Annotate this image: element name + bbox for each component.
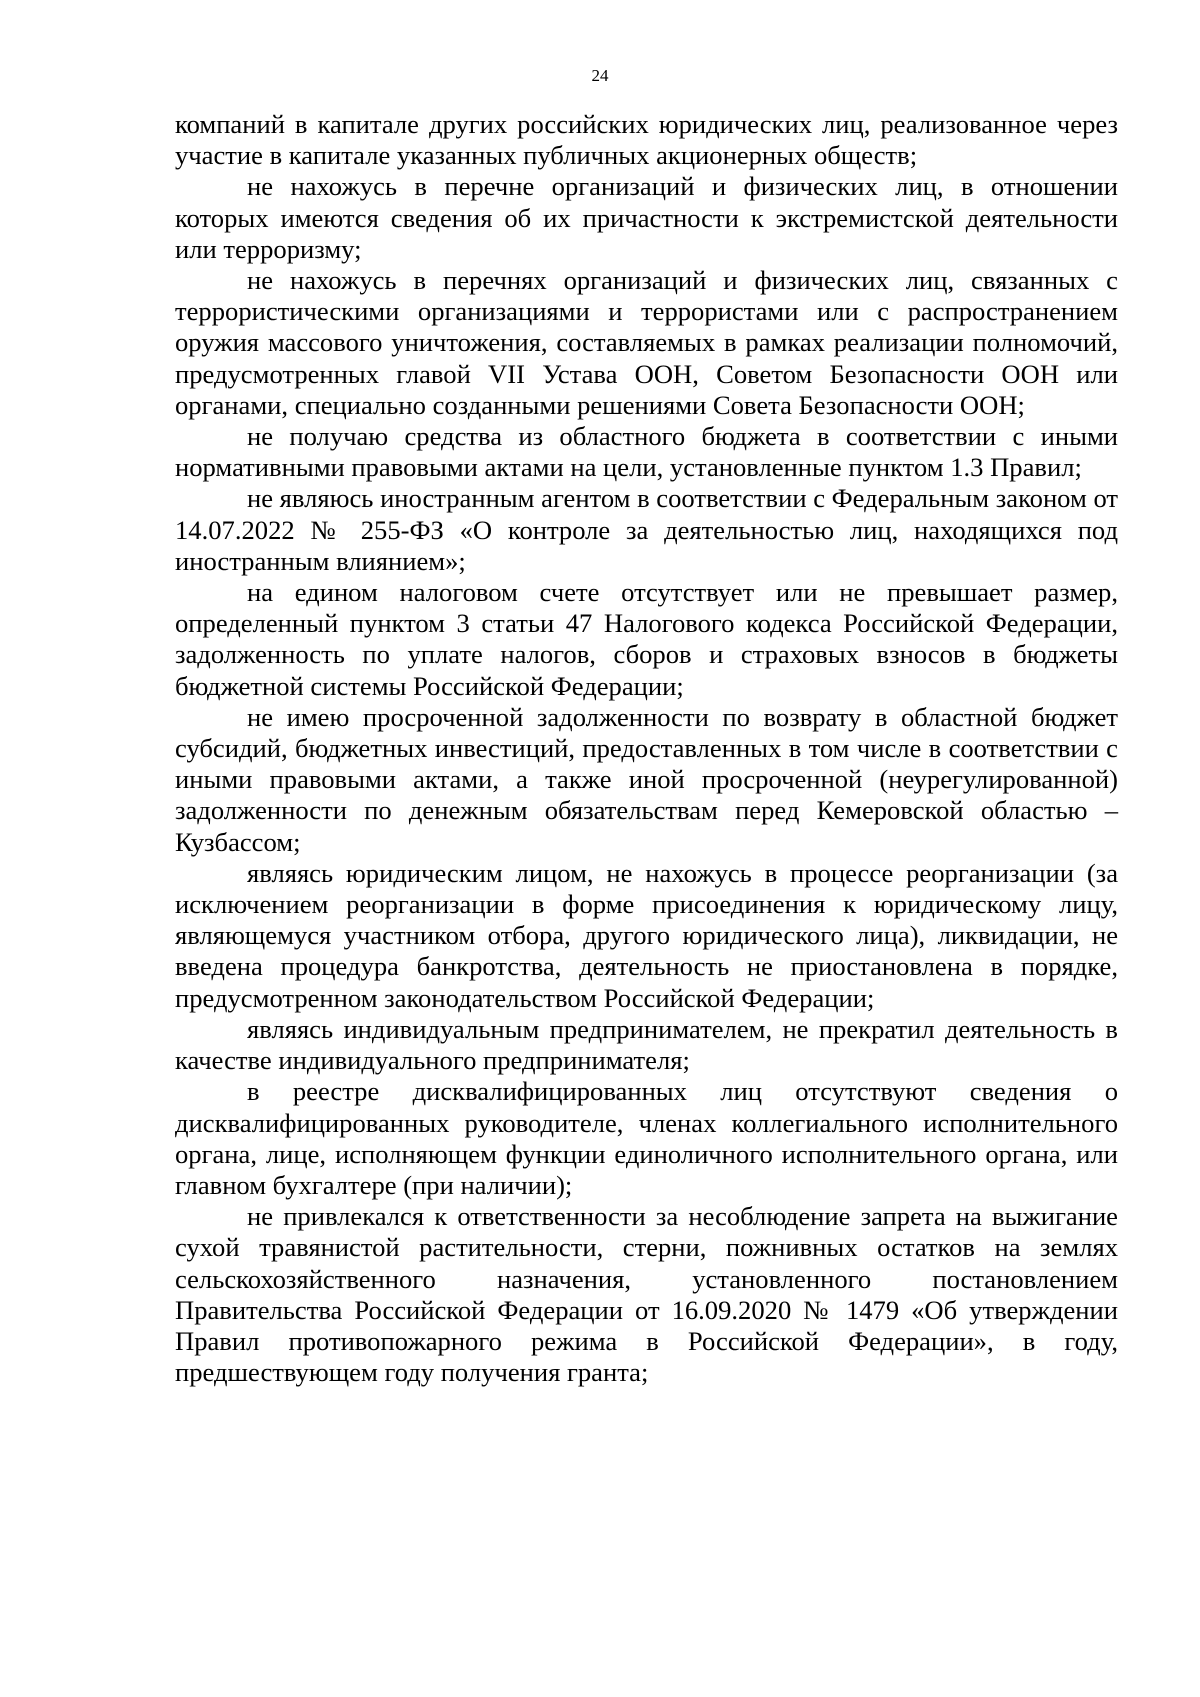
paragraph-disqualified-registry: в реестре дисквалифицированных лиц отсутствуют сведения о дисквалифицированных руководителе, членах коллегиального исполнительного органа, лице, исполняющем функции единоличного исполнительного органа, или главном бухгалтере (при наличии); — [175, 1076, 1118, 1200]
paragraph-fire-regulations: не привлекался к ответственности за несоблюдение запрета на выжигание сухой травянистой растительности, стерни, пожнивных остатков на землях сельскохозяйственного назначения, установленного постановлением Правительства Российской Федерации от 16.09.2020 № 1479 «Об утверждении Правил противопожарного режима в Российской Федерации», в году, предшествующем году получения гранта; — [175, 1201, 1118, 1388]
paragraph-budget-funds: не получаю средства из областного бюджета в соответствии с иными нормативными правовыми актами на цели, установленные пунктом 1.3 Правил; — [175, 421, 1118, 483]
document-body — [175, 109, 1118, 1388]
paragraph-foreign-agent: не являюсь иностранным агентом в соответствии с Федеральным законом от 14.07.2022 № 255-ФЗ «О контроле за деятельностью лиц, находящихся под иностранным влиянием»; — [175, 483, 1119, 576]
paragraph-entrepreneur: являясь индивидуальным предпринимателем, не прекратил деятельность в качестве индивидуального предпринимателя; — [175, 1013, 1118, 1076]
page-number: 24 — [591, 66, 609, 85]
paragraph-overdue-debt: не имею просроченной задолженности по возврату в областной бюджет субсидий, бюджетных инвестиций, предоставленных в том числе в соответствии с иными правовыми актами, а также иной просроченной (неурегулированной) задолженности по денежным обязательствам перед Кемеровской областью – Кузбассом; — [175, 701, 1118, 857]
paragraph-extremism-list: не нахожусь в перечне организаций и физических лиц, в отношении которых имеются сведения об их причастности к экстремистской деятельности или терроризму; — [175, 171, 1118, 264]
paragraph-terrorism-lists: не нахожусь в перечнях организаций и физических лиц, связанных с террористическими организациями и террористами или с распространением оружия массового уничтожения, составляемых в рамках реализации полномочий, предусмотренных главой VII Устава ООН, Советом Безопасности ООН или органами, специально созданными решениями Совета Безопасности ООН; — [175, 265, 1118, 420]
paragraph-legal-entity: являясь юридическим лицом, не нахожусь в процессе реорганизации (за исключением реорганизации в форме присоединения к юридическому лицу, являющемуся участником отбора, другого юридического лица), ликвидации, не введена процедура банкротства, деятельность не приостановлена в порядке, предусмотренном законодательством Российской Федерации; — [175, 857, 1118, 1013]
paragraph-tax-account: на едином налоговом счете отсутствует или не превышает размер, определенный пунктом 3 статьи 47 Налогового кодекса Российской Федерации, задолженность по уплате налогов, сборов и страховых взносов в бюджеты бюджетной системы Российской Федерации; — [175, 577, 1118, 701]
paragraph-continuation: компаний в капитале других российских юридических лиц, реализованное через участие в капитале указанных публичных акционерных обществ; — [175, 109, 1118, 171]
